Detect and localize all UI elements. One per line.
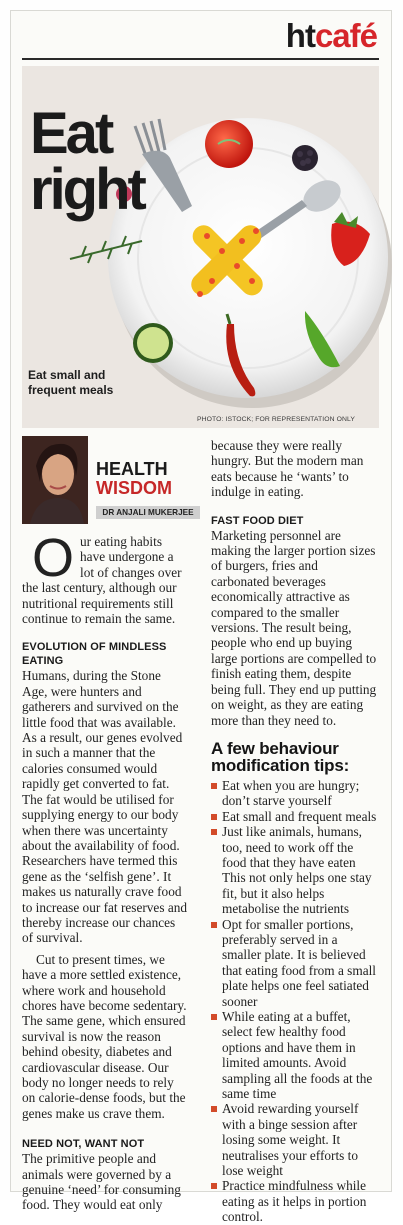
tips-title-line2: modification tips: [211,755,350,775]
tip-text: While eating at a buffet, select few healthy food options and have them in limited amounts. Avoid sampling all the foods at the same time [222,1009,373,1102]
bullet-icon [211,814,217,820]
list-item [211,1009,379,1101]
list-item [211,1101,379,1178]
bullet-icon [211,829,217,835]
bullet-icon [211,1014,217,1020]
bullet-icon [211,1106,217,1112]
logo-cafe: café [314,17,377,54]
bullet-icon [211,922,217,928]
bullet-icon [211,1183,217,1189]
hero-title-line1: Eat [30,101,112,166]
tip-text: Eat when you are hungry; don’t starve yourself [222,777,360,809]
hero-caption [28,368,138,398]
logo-ht: ht [285,17,315,54]
section1-heading: EVOLUTION OF MINDLESS EATING [22,641,167,668]
tip-text: Just like animals, humans, too, need to work off the food that they have eaten This not only helps one stay fit, but it also helps metabolise the nutrients [222,824,372,917]
list-item [211,809,379,824]
section3-heading: FAST FOOD DIET [211,514,304,527]
section1-paragraph1: Humans, during the Stone Age, were hunters and gatherers and survived on the little food that was available. As a result, our genes evolved in such a manner that the calories consumed would rapidly get converted to fat. The fat would be utilised for supplying energy to our body when there was uncertainty about the availability of food. Researchers have termed this gene as the ‘selfish gene’. It makes us naturally crave food to increase our fat reserves and thereby increase our chances of survival. [22,668,188,946]
list-item [211,824,379,916]
column-name-line2: WISDOM [96,478,172,498]
author-name: DR ANJALI MUKERJEE [96,506,200,519]
section1-paragraph2: Cut to present times, we have a more settled existence, where work and household chores have become sedentary. The same gene, which ensured survival is now the reason behind obesity, diabetes and cardiovascular disease. Our body no longer needs to rely on calorie-dense foods, but the genes make us crave them. [22,951,187,1121]
hero-photo [22,66,379,428]
drop-cap: O [32,528,75,588]
tip-text: Practice mindfulness while eating as it helps in portion control. [222,1178,367,1225]
list-item [211,1178,379,1224]
section2-paragraph1-continued: because they were really hungry. But the modern man eats because he ‘wants’ to indulge in eating. [211,438,364,500]
intro-text: ur eating habits have undergone a lot of changes over the last century, although our nutritional requirements still continue to remain the same. [22,534,182,627]
tips-title-line1: A few behaviour [211,738,339,758]
author-portrait [22,436,88,524]
tip-text: Avoid rewarding yourself with a binge session after losing some weight. It neutralises your efforts to lose weight [222,1101,359,1179]
section2-paragraph1: The primitive people and animals were governed by a genuine ‘need’ for consuming food. They would eat only [22,1151,181,1213]
hero-caption-line2: frequent meals [28,383,114,397]
list-item [211,917,379,1009]
author-portrait-image [22,436,88,524]
right-column [211,438,379,1225]
left-column [22,528,188,1213]
bullet-icon [211,783,217,789]
masthead-rule [22,58,379,60]
photo-credit: PHOTO: ISTOCK; FOR REPRESENTATION ONLY [197,416,356,423]
tip-text: Opt for smaller portions, preferably served in a smaller plate. It is believed that eating food from a small plate helps one feel satiated sooner [222,916,376,1009]
intro-paragraph [22,528,188,627]
tips-title [211,740,379,774]
section2-heading: NEED NOT, WANT NOT [22,1138,145,1151]
hero-caption-line1: Eat small and [28,368,106,382]
hero-title-line2: right [30,157,144,222]
list-item [211,778,379,809]
section3-paragraph1: Marketing personnel are making the larger portion sizes of burgers, fries and carbonated beverages economically attractive as compared to the smaller versions. The result being, people who end up buying large portions are compelled to finish eating them, despite being full. They end up putting on weight, as they are eating more than they need to. [211,527,377,728]
column-name-line1: HEALTH [96,459,168,479]
column-name [96,460,172,498]
tip-text: Eat small and frequent meals [222,808,377,824]
tips-list [211,778,379,1225]
hero-title [30,101,144,222]
htcafe-logo [286,16,377,56]
column-byline [22,436,200,530]
